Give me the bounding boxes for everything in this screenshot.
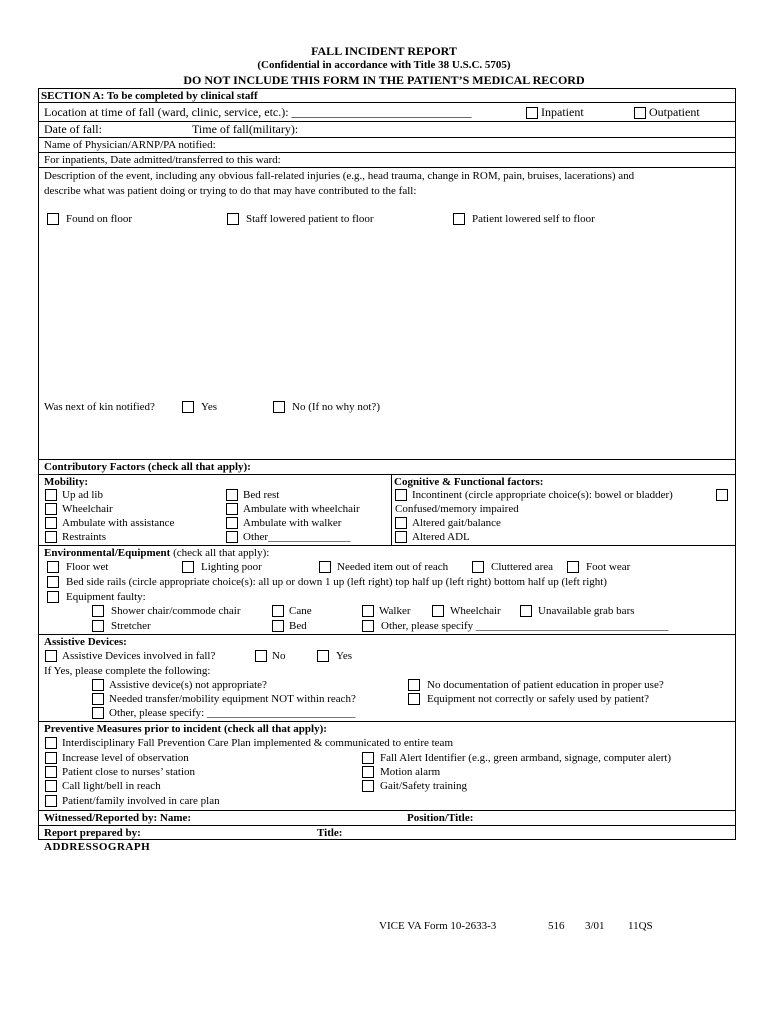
- cluttered-area-label: Cluttered area: [491, 561, 553, 573]
- altered-adl-checkbox[interactable]: [395, 531, 407, 543]
- lighting-poor-checkbox[interactable]: [182, 561, 194, 573]
- assistive-involved-checkbox[interactable]: [45, 650, 57, 662]
- equipment-other-label: Other, please specify ___________________________________: [381, 620, 669, 632]
- contributory-heading: Contributory Factors (check all that apply):: [44, 461, 251, 473]
- equipment-other-checkbox[interactable]: [362, 620, 374, 632]
- assistive-no-label: No: [272, 650, 286, 662]
- bed-rails-label: Bed side rails (circle appropriate choice(s): all up or down 1 up (left right) top half up (left right) bottom half up (left right): [66, 576, 607, 588]
- increase-observation-checkbox[interactable]: [45, 752, 57, 764]
- incontinent-checkbox[interactable]: [395, 489, 407, 501]
- preventive-right-item: Fall Alert Identifier (e.g., green armband, signage, computer alert): [380, 752, 672, 764]
- confused-checkbox[interactable]: [716, 489, 728, 501]
- cognitive-item: Altered gait/balance: [412, 517, 501, 529]
- description-label-line2: describe what was patient doing or trying to do that may have contributed to the fall:: [44, 185, 417, 197]
- mobility-item: Ambulate with assistance: [62, 517, 175, 529]
- needed-item-label: Needed item out of reach: [337, 561, 449, 573]
- patient-lowered-label: Patient lowered self to floor: [472, 213, 595, 225]
- title-label: Title:: [317, 827, 343, 839]
- assistive-heading: Assistive Devices:: [44, 636, 127, 648]
- no-documentation-checkbox[interactable]: [408, 679, 420, 691]
- cognitive-heading: Cognitive & Functional factors:: [394, 476, 544, 488]
- confidential-notice: (Confidential in accordance with Title 38 U.S.C. 5705): [257, 59, 511, 71]
- assistive-yes-checkbox[interactable]: [317, 650, 329, 662]
- wheelchair-mobility-checkbox[interactable]: [45, 503, 57, 515]
- found-on-floor-checkbox[interactable]: [47, 213, 59, 225]
- physician-notified-label: Name of Physician/ARNP/PA notified:: [44, 139, 216, 151]
- bed-checkbox[interactable]: [272, 620, 284, 632]
- not-correctly-checkbox[interactable]: [408, 693, 420, 705]
- grab-bars-label: Unavailable grab bars: [538, 605, 635, 617]
- preventive-heading: Preventive Measures prior to incident (check all that apply):: [44, 723, 327, 735]
- not-appropriate-checkbox[interactable]: [92, 679, 104, 691]
- cluttered-area-checkbox[interactable]: [472, 561, 484, 573]
- form-number: VICE VA Form 10-2633-3: [379, 920, 497, 932]
- patient-lowered-checkbox[interactable]: [453, 213, 465, 225]
- assistive-no-checkbox[interactable]: [255, 650, 267, 662]
- cognitive-item: Confused/memory impaired: [395, 503, 519, 515]
- equipment-faulty-checkbox[interactable]: [47, 591, 59, 603]
- bed-label: Bed: [289, 620, 307, 632]
- assistive-yes-label: Yes: [336, 650, 353, 662]
- not-appropriate-label: Assistive device(s) not appropriate?: [109, 679, 267, 691]
- mobility-item: Other_______________: [243, 531, 351, 543]
- needed-item-checkbox[interactable]: [319, 561, 331, 573]
- time-of-fall-label: Time of fall(military):: [192, 122, 299, 136]
- preventive-left-item: Increase level of observation: [62, 752, 189, 764]
- cane-label: Cane: [289, 605, 312, 617]
- wheelchair-equipment-checkbox[interactable]: [432, 605, 444, 617]
- mobility-item: Ambulate with wheelchair: [243, 503, 360, 515]
- environmental-heading: Environmental/Equipment: [44, 547, 171, 559]
- mobility-item: Ambulate with walker: [243, 517, 342, 529]
- found-on-floor-label: Found on floor: [66, 213, 132, 225]
- interdisciplinary-label: Interdisciplinary Fall Prevention Care Plan implemented & communicated to entire team: [62, 737, 453, 749]
- date-of-fall-label: Date of fall:: [44, 122, 102, 136]
- gait-training-checkbox[interactable]: [362, 780, 374, 792]
- walker-label: Walker: [379, 605, 411, 617]
- motion-alarm-checkbox[interactable]: [362, 766, 374, 778]
- report-prepared-label: Report prepared by:: [44, 827, 141, 839]
- cognitive-item: Incontinent (circle appropriate choice(s): bowel or bladder): [412, 489, 673, 501]
- preventive-right-item: Gait/Safety training: [380, 780, 468, 792]
- assistive-other-label: Other, please specify: ___________________________: [109, 707, 356, 719]
- walker-checkbox[interactable]: [362, 605, 374, 617]
- wheelchair-equipment-label: Wheelchair: [450, 605, 501, 617]
- mobility-item: Up ad lib: [62, 489, 103, 501]
- position-title-label: Position/Title:: [407, 812, 474, 824]
- altered-gait-checkbox[interactable]: [395, 517, 407, 529]
- stretcher-checkbox[interactable]: [92, 620, 104, 632]
- lighting-poor-label: Lighting poor: [201, 561, 262, 573]
- call-light-checkbox[interactable]: [45, 780, 57, 792]
- not-correctly-label: Equipment not correctly or safely used by patient?: [427, 693, 650, 705]
- fall-alert-checkbox[interactable]: [362, 752, 374, 764]
- addressograph-label: ADDRESSOGRAPH: [44, 841, 151, 853]
- foot-wear-label: Foot wear: [586, 561, 631, 573]
- staff-lowered-label: Staff lowered patient to floor: [246, 213, 374, 225]
- preventive-left-item: Patient/family involved in care plan: [62, 795, 220, 807]
- form-code: 516: [548, 920, 565, 932]
- form-frame: [38, 88, 736, 840]
- mobility-item: Wheelchair: [62, 503, 113, 515]
- medical-record-warning: DO NOT INCLUDE THIS FORM IN THE PATIENT’S MEDICAL RECORD: [183, 73, 585, 87]
- environmental-heading-row: [44, 547, 269, 559]
- assistive-other-checkbox[interactable]: [92, 707, 104, 719]
- description-label-line1: Description of the event, including any obvious fall-related injuries (e.g., head trauma, change in ROM, pain, bruises, lacerations) and: [44, 170, 635, 182]
- bed-rest-checkbox[interactable]: [226, 489, 238, 501]
- outpatient-label: Outpatient: [649, 105, 700, 119]
- inpatient-checkbox[interactable]: [526, 107, 538, 119]
- form-date: 3/01: [585, 920, 605, 932]
- preventive-left-item: Call light/bell in reach: [62, 780, 161, 792]
- inpatient-label: Inpatient: [541, 105, 584, 119]
- cognitive-item: Altered ADL: [412, 531, 470, 543]
- kin-notified-question: Was next of kin notified?: [44, 401, 155, 413]
- mobility-item: Restraints: [62, 531, 106, 543]
- environmental-note: (check all that apply):: [173, 547, 270, 559]
- preventive-left-item: Patient close to nurses’ station: [62, 766, 195, 778]
- equipment-faulty-label: Equipment faulty:: [66, 591, 146, 603]
- assistive-involved-label: Assistive Devices involved in fall?: [62, 650, 216, 662]
- not-within-reach-checkbox[interactable]: [92, 693, 104, 705]
- mobility-heading: Mobility:: [44, 476, 88, 488]
- grab-bars-checkbox[interactable]: [520, 605, 532, 617]
- restraints-checkbox[interactable]: [45, 531, 57, 543]
- stretcher-label: Stretcher: [111, 620, 151, 632]
- ambulate-assistance-checkbox[interactable]: [45, 517, 57, 529]
- preventive-right-item: Motion alarm: [380, 766, 441, 778]
- close-to-station-checkbox[interactable]: [45, 766, 57, 778]
- location-label: Location at time of fall (ward, clinic, service, etc.): ______________________________: [44, 105, 472, 119]
- no-documentation-label: No documentation of patient education in proper use?: [427, 679, 664, 691]
- family-involved-checkbox[interactable]: [45, 795, 57, 807]
- ambulate-wheelchair-checkbox[interactable]: [226, 503, 238, 515]
- witnessed-label: Witnessed/Reported by: Name:: [44, 812, 192, 824]
- assistive-if-yes: If Yes, please complete the following:: [44, 665, 211, 677]
- admitted-date-label: For inpatients, Date admitted/transferred to this ward:: [44, 154, 281, 166]
- cane-checkbox[interactable]: [272, 605, 284, 617]
- form-qs: 11QS: [628, 920, 653, 932]
- kin-no-label: No (If no why not?): [292, 401, 380, 413]
- floor-wet-checkbox[interactable]: [47, 561, 59, 573]
- kin-yes-label: Yes: [201, 401, 218, 413]
- ambulate-walker-checkbox[interactable]: [226, 517, 238, 529]
- mobility-item: Bed rest: [243, 489, 280, 501]
- not-within-reach-label: Needed transfer/mobility equipment NOT within reach?: [109, 693, 356, 705]
- kin-no-checkbox[interactable]: [273, 401, 285, 413]
- outpatient-checkbox[interactable]: [634, 107, 646, 119]
- shower-chair-checkbox[interactable]: [92, 605, 104, 617]
- up-ad-lib-checkbox[interactable]: [45, 489, 57, 501]
- floor-wet-label: Floor wet: [66, 561, 109, 573]
- bed-rails-checkbox[interactable]: [47, 576, 59, 588]
- staff-lowered-checkbox[interactable]: [227, 213, 239, 225]
- shower-chair-label: Shower chair/commode chair: [111, 605, 241, 617]
- kin-yes-checkbox[interactable]: [182, 401, 194, 413]
- section-a-heading: SECTION A: To be completed by clinical staff: [41, 90, 258, 102]
- foot-wear-checkbox[interactable]: [567, 561, 579, 573]
- form-title: FALL INCIDENT REPORT: [311, 44, 457, 58]
- interdisciplinary-checkbox[interactable]: [45, 737, 57, 749]
- mobility-other-checkbox[interactable]: [226, 531, 238, 543]
